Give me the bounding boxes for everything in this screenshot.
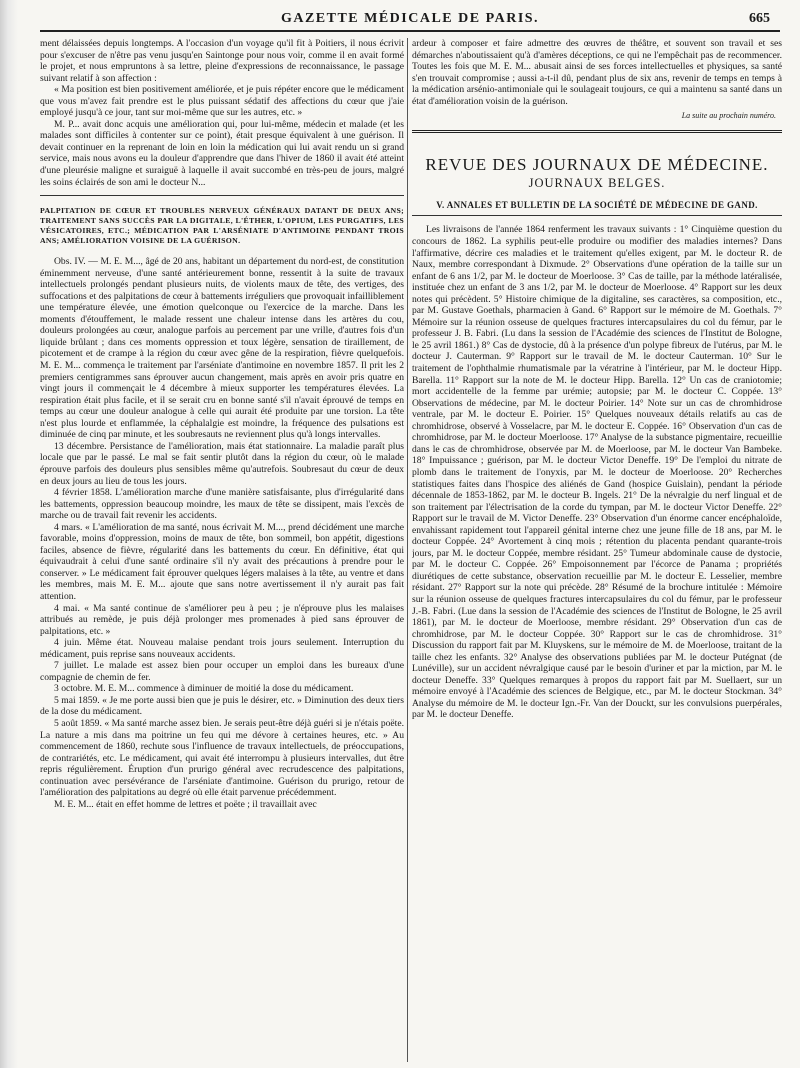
section-subtitle: JOURNAUX BELGES. — [528, 176, 666, 191]
paragraph: 4 mars. « L'amélioration de ma santé, nous écrivait M. M..., prend décidément une marche favorable, moins d'oppression, moins de maux de tête, bon sommeil, bon appétit, digestions faciles, absence de fièvre, régularité dans les battements du cœur. En définitive, état qui équivaudrait à celui d'une santé ordinaire s'il n'y avait des précautions à prendre pour le conserver. » Le médicament fait éprouver quelques légers malaises à la tête, au ventre et dans les membres, mais M. E. M... ajoute que sans notre avertissement il n'y aurait pas fait attention. — [40, 521, 404, 602]
paragraph: 3 octobre. M. E. M... commence à diminuer de moitié la dose du médicament. — [54, 683, 354, 695]
paragraph: M. P... avait donc acquis une amélioration qui, pour lui-même, médecin et malade (et les malades sont difficiles à contenter sur ce point), était presque équivalent à une guérison. Il devait continuer en la reprenant de loin en loin la médication qui lui avait rendu un si grand service, mais nous avons eu la douleur d'apprendre que dans l'hiver de 1860 il avait été atteint d'une pleurésie maligne et suraiguë à laquelle il avait succombé en très-peu de jours, malgré les soins éclairés de son ami le docteur N... — [40, 118, 404, 188]
paragraph: 4 juin. Même état. Nouveau malaise pendant trois jours seulement. Interruption du médicament, puis reprise sans nouveaux accidents. — [40, 637, 404, 660]
paragraph: 5 août 1859. « Ma santé marche assez bien. Je serais peut-être déjà guéri si je n'étais poëte. La nature a mis dans ma poitrine un feu qui me dévore à certaines heures, etc. » Au commencement de 1860, rechute sous l'influence de travaux intellectuels, de préoccupations, de contrariétés, etc. Le médicament, qui avait été interrompu à plusieurs intervalles, dut être repris régulièrement. Éruption d'un prurigo général avec recrudescence des palpitations, continuation avec persévérance de l'arséniate d'antimoine. Guérison du prurigo, retour de l'amélioration des palpitations au degré où elle était parvenue précédemment. — [40, 717, 404, 799]
paragraph: Obs. IV. — M. E. M..., âgé de 20 ans, habitant un département du nord-est, de constitution éminemment nerveuse, d'une santé antérieurement bonne, ressentit à la suite de travaux intellectuels prolongés pendant plusieurs nuits, de violents maux de tête, des vertiges, des suffocations et des palpitations de cœur à battements irréguliers que provoquait infailliblement une température élevée, une émotion quelconque ou l'exercice de la marche. Dans les moments d'étouffement, le malade ressent une chaleur intense dans les artères du cou, douleurs prolongées au cœur, analogue parfois au percement par une vrille, d'autres fois d'un liquide brûlant ; dans ces moments oppression et toux légère, sensation de tiraillement, de picotement et de crampe à la région du cœur avec gêne de la respiration, fièvre quelquefois. M. E. M... commença le traitement par l'arséniate d'antimoine en novembre 1857. Il prit les 2 premiers centigrammes sans éprouver aucun changement, mais après en avoir pris quatre en vingt jours il commençait le 4 décembre à mieux supporter les températures élevées. La respiration était plus facile, et il se serait cru en bonne santé s'il n'avait éprouvé de temps en temps au cœur une douleur analogue à celle qui aurait été produite par une torsion. La tête n'est plus lourde et enflammée, la céphalalgie est moindre, la fréquence des pulsations est diminuée de cinq par minute, et les soubresauts ne reviennent plus qu'à longs intervalles. — [40, 256, 404, 441]
paragraph: 13 décembre. Persistance de l'amélioration, mais état stationnaire. La maladie paraît plus locale que par le passé. Le mal se fait sentir plutôt dans la région du cœur, où le malade éprouve parfois des douleurs plus sensibles même qu'autrefois. Soubresaut du cœur de deux en deux jours au lieu de tous les jours. — [40, 440, 404, 487]
journal-title: GAZETTE MÉDICALE DE PARIS. — [280, 11, 540, 26]
paragraph: 5 mai 1859. « Je me porte aussi bien que je puis le désirer, etc. » Diminution des deux tiers de la dose du médicament. — [40, 694, 404, 718]
section-heading: V. ANNALES ET BULLETIN DE LA SOCIÉTÉ DE MÉDECINE DE GAND. — [412, 200, 782, 217]
continued-note: La suite au prochain numéro. — [681, 111, 776, 121]
observation-heading: PALPITATION DE CŒUR ET TROUBLES NERVEUX GÉNÉRAUX DATANT DE DEUX ANS; TRAITEMENT SANS SUCCÈS PAR LA DIGITALE, L'ÉTHER, L'OPIUM, LES PURGATIFS, LES VÉSICATOIRES, ETC.; MÉDICATION PAR L'ARSÉNIATE D'ANTIMOINE PENDANT TROIS ANS; AMÉLIORATION VOISINE DE LA GUÉRISON. — [40, 206, 404, 246]
column-separator — [407, 38, 408, 1062]
quote-paragraph: « Ma position est bien positivement améliorée, et je puis répéter encore que le médicament que vous m'avez fait prendre est le plus puissant sédatif des affections du cœur que j'aie employé jusqu'à ce jour, tant sur moi-même que sur les autres, etc. » — [40, 84, 404, 119]
paragraph: ment délaissées depuis longtemps. A l'occasion d'un voyage qu'il fit à Poitiers, il nous écrivit pour s'excuser de n'être pas venu jusqu'en Saintonge pour nous voir, comme il en avait formé le projet, et nous empruntons à sa lettre, pleine d'expressions de reconnaissance, le passage suivant relatif à son affection : — [40, 38, 404, 84]
double-rule-divider — [412, 130, 782, 133]
left-column — [40, 38, 404, 1062]
page-number: 665 — [749, 11, 770, 26]
paragraph: 7 juillet. Le malade est assez bien pour occuper un emploi dans les bureaux d'une compagnie de chemin de fer. — [40, 660, 404, 683]
paragraph: 4 février 1858. L'amélioration marche d'une manière satisfaisante, plus d'irrégularité dans les battements, oppression beaucoup moindre, les maux de tête se dissipent, mais l'excès de marche ou de travail fait revenir les accidents. — [40, 487, 404, 522]
paragraph: ardeur à composer et faire admettre des œuvres de théâtre, et souvent son travail et ses démarches n'aboutissaient qu'à d'amères déceptions, ce qui ne l'empêchait pas de recommencer. Toutes les fois que M. E. M... abusait ainsi de ses forces intellectuelles et physiques, sa santé s'en trouvait compromise ; aussi a-t-il dû, pendant plus de six ans, revenir de temps en temps à la médication arsénio-antimoniale qui le soulageait toujours, ce qui a maintenu sa santé dans un état d'amélioration voisin de la guérison. — [412, 38, 782, 107]
paragraph: M. E. M... était en effet homme de lettres et poëte ; il travaillait avec — [54, 798, 317, 810]
right-column — [412, 38, 782, 1062]
paragraph: Les livraisons de l'année 1864 renferment les travaux suivants : 1° Cinquième question du concours de 1862. La syphilis peut-elle produire ou modifier des maladies internes? Dans l'affirmative, décrire ces maladies et le traitement qu'elles exigent, par M. le docteur R. de Naux, membre correspondant à Dixmude. 2° Observations d'une opération de la taille sur un enfant de 6 ans 1/2, par M. le docteur de Moerloose. 3° Cas de taille, par la méthode latéralisée, instituée chez un enfant de 3 ans 1/2, par M. le docteur de Moerloose. 4° Rapport sur les deux notes qui précèdent. 5° Histoire chimique de la digitaline, ses caractères, sa composition, etc., par M. Gustave Goethals, pharmacien à Gand. 6° Rapport sur le mémoire de M. Goethals. 7° Mémoire sur la réunion osseuse de quelques fractures intercapsulaires du col du fémur, par le professeur J. B. Fabri. (Lu dans la session de l'Académie des sciences de l'Institut de Bologne, le 25 avril 1861.) 8° Cas de dystocie, dû à la présence d'un polype fibreux de l'utérus, par M. le docteur J. Cauterman. 9° Rapport sur le travail de M. le docteur Cauterman. 10° Sur le traitement de l'ophthalmie rhumatismale par la vératrine à l'intérieur, par M. le docteur Hipp. Barella. 11° Rapport sur la note de M. le docteur Hipp. Barella. 12° Un cas de craniotomie; mort accidentelle de la femme par urémie; autopsie; par M. le docteur C. Coppée. 13° Observations de médecine, par M. le docteur Poirier. 14° Note sur un cas de chromhidrose ventrale, par M. le docteur E. Poirier. 15° Quelques nouveaux détails relatifs au cas de chromhidrose, observé à Vosselacre, par M. le docteur E. Coppée. 16° Observation d'un cas de chromhidrose, par M. le docteur Moerloose. 17° Analyse de la substance pigmentaire, recueillie dans le cas de chromhidrose, observée par M. de Moerloose, par M. le docteur Van Bambeke. 18° Impuissance ; guérison, par M. le docteur Victor Deneffe. 19° De l'emploi du nitrate de plomb dans le traitement de l'onyxis, par M. le docteur de Moerloose. 20° Recherches statistiques faites dans l'hospice des aliénés de Gand (hospice Guislain), pendant la période décennale de 1853-1862, par M. le docteur B. Ingels. 21° De la névralgie du nerf lingual et de son traitement par l'électrisation de la corde du tympan, par M. le docteur Victor Deneffe. 22° Rapport sur le travail de M. Victor Deneffe. 23° Observation d'un énorme cancer encéphaloïde, envahissant rapidement tout l'appareil génital interne chez une jeune fille de 18 ans, par M. le docteur Coppée. 24° Avortement à cinq mois ; rétention du placenta pendant quarante-trois jours, par M. le docteur Coppée, membre résidant. 25° Tumeur abdominale cause de dystocie, par M. le docteur C. Coppée. 26° Empoisonnement par l'écorce de Panama ; propriétés diurétiques de cette substance, observation recueillie par M. le docteur E. Lesselier, membre résidant. 27° Rapport sur la note qui précède. 28° Résumé de la brochure intitulée : Mémoire sur la réunion osseuse de quelques fractures intercapsulaires du col du fémur, par le professeur J.-B. Fabri. (Lue dans la session de l'Académie des sciences de l'Institut de Bologne, le 25 avril 1861), par M. le docteur de Moerloose, membre résidant. 29° Observation d'un cas de chromhidrose, par M. le docteur Coppée. 30° Rapport sur le cas de chromhidrose. 31° Discussion du rapport fait par M. Kluyskens, sur le mémoire de M. de Moerloose, traitant de la taille chez les enfants. 32° Analyse des observations publiées par M. le docteur Putégnat (de Lunéville), sur un accident névralgique causé par le besoin d'uriner et par la miction, par M. le docteur Deneffe. 33° Quelques remarques à propos du rapport fait par M. Suellaert, sur un mémoire envoyé à l'Académie des sciences de Belgique, etc., par M. le docteur Stockman. 34° Analyse du mémoire de M. le docteur Ign.-Fr. Van der Douckt, sur les convulsions puerpérales, par M. le docteur Deneffe. — [412, 224, 782, 721]
page-header — [40, 8, 780, 32]
paragraph: 4 mai. « Ma santé continue de s'améliorer peu à peu ; je n'éprouve plus les malaises attribués au remède, je puis déjà prolonger mes promenades à pied sans éprouver de palpitations, etc. » — [40, 602, 404, 637]
section-title: REVUE DES JOURNAUX DE MÉDECINE. — [425, 154, 769, 174]
divider — [40, 195, 404, 196]
